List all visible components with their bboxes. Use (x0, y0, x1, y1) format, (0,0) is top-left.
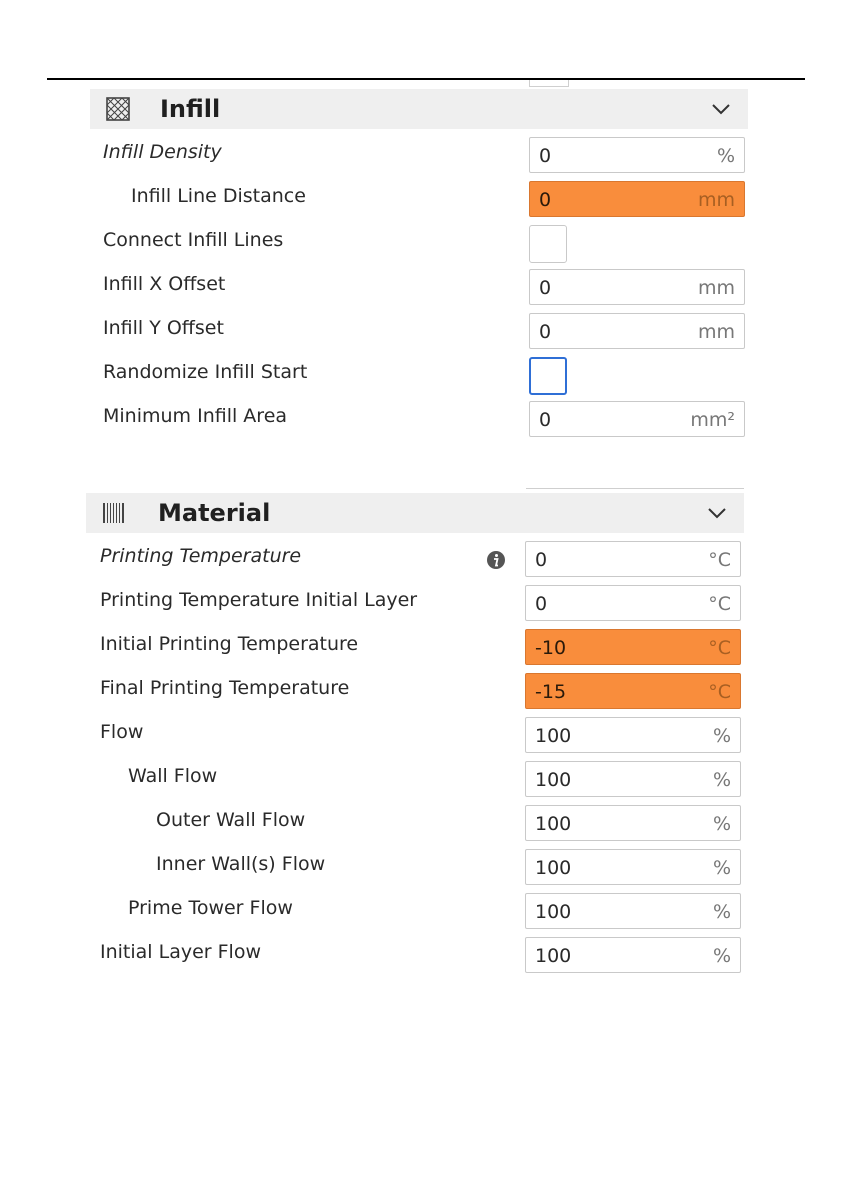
field-value: 0 (539, 277, 552, 299)
setting-label: Inner Wall(s) Flow (156, 853, 326, 875)
field-value: 100 (535, 813, 572, 835)
top-rule (47, 78, 805, 80)
field-unit: % (712, 813, 731, 835)
field-unit: % (712, 945, 731, 967)
field-value: 0 (539, 189, 552, 211)
connect-infill-lines-checkbox[interactable] (529, 225, 567, 263)
setting-label: Initial Layer Flow (100, 941, 261, 963)
field-unit: °C (708, 681, 731, 703)
minimum-infill-area-input[interactable] (529, 401, 745, 437)
infill-line-distance-input[interactable] (529, 181, 745, 217)
prime-tower-flow-input[interactable] (525, 893, 741, 929)
field-value: 100 (535, 857, 572, 879)
setting-row-randomize-infill-start (90, 354, 750, 398)
setting-row-inner-wall-flow (86, 846, 746, 890)
field-value: -15 (535, 681, 567, 703)
setting-row-prime-tower-flow (86, 890, 746, 934)
chevron-down-icon[interactable] (706, 503, 728, 523)
setting-row-final-printing-temperature (86, 670, 746, 714)
field-unit: mm (697, 277, 735, 299)
field-value: 0 (539, 409, 552, 431)
setting-label: Printing Temperature Initial Layer (100, 589, 418, 611)
printing-temperature-initial-layer-input[interactable] (525, 585, 741, 621)
setting-row-infill-x-offset (90, 266, 750, 310)
setting-row-initial-layer-flow (86, 934, 746, 978)
setting-label: Prime Tower Flow (128, 897, 293, 919)
field-value: 100 (535, 901, 572, 923)
flow-input[interactable] (525, 717, 741, 753)
field-unit: mm (697, 189, 735, 211)
outer-wall-flow-input[interactable] (525, 805, 741, 841)
infill-y-offset-input[interactable] (529, 313, 745, 349)
setting-row-printing-temperature-initial-layer (86, 582, 746, 626)
material-section-title: Material (158, 499, 271, 527)
initial-printing-temperature-input[interactable] (525, 629, 741, 665)
field-value: 0 (539, 145, 552, 167)
setting-row-infill-line-distance (90, 178, 750, 222)
field-value: 100 (535, 769, 572, 791)
setting-row-flow (86, 714, 746, 758)
setting-label: Randomize Infill Start (103, 361, 308, 383)
infill-x-offset-input[interactable] (529, 269, 745, 305)
field-unit: °C (708, 549, 731, 571)
material-section-header[interactable] (86, 493, 744, 533)
setting-label: Infill Density (103, 141, 222, 163)
setting-label: Initial Printing Temperature (100, 633, 359, 655)
field-unit: % (712, 769, 731, 791)
material-section (86, 493, 746, 983)
infill-density-input[interactable] (529, 137, 745, 173)
setting-row-connect-infill-lines (90, 222, 750, 266)
field-unit: % (712, 725, 731, 747)
setting-row-infill-y-offset (90, 310, 750, 354)
setting-row-outer-wall-flow (86, 802, 746, 846)
chevron-down-icon[interactable] (710, 99, 732, 119)
field-unit: °C (708, 593, 731, 615)
setting-row-printing-temperature (86, 538, 746, 582)
field-value: -10 (535, 637, 567, 659)
infill-section-title: Infill (160, 95, 221, 123)
printing-temperature-input[interactable] (525, 541, 741, 577)
setting-row-initial-printing-temperature (86, 626, 746, 670)
setting-label: Minimum Infill Area (103, 405, 288, 427)
setting-label: Flow (100, 721, 144, 743)
field-unit: °C (708, 637, 731, 659)
field-value: 0 (539, 321, 552, 343)
section-divider-stub (526, 488, 744, 489)
field-unit: mm² (690, 409, 735, 431)
initial-layer-flow-input[interactable] (525, 937, 741, 973)
setting-label: Infill Y Offset (103, 317, 224, 339)
setting-row-minimum-infill-area (90, 398, 750, 442)
spool-icon (102, 501, 126, 525)
inner-wall-flow-input[interactable] (525, 849, 741, 885)
infill-pattern-icon (106, 97, 130, 121)
setting-label: Outer Wall Flow (156, 809, 306, 831)
wall-flow-input[interactable] (525, 761, 741, 797)
field-value: 100 (535, 725, 572, 747)
setting-label: Connect Infill Lines (103, 229, 284, 251)
field-value: 0 (535, 549, 548, 571)
field-value: 0 (535, 593, 548, 615)
randomize-infill-start-checkbox[interactable] (529, 357, 567, 395)
info-icon[interactable] (486, 550, 506, 570)
setting-label: Printing Temperature (100, 545, 302, 567)
field-unit: % (712, 901, 731, 923)
infill-section (90, 89, 750, 449)
setting-label: Infill X Offset (103, 273, 226, 295)
setting-label: Infill Line Distance (131, 185, 306, 207)
setting-label: Wall Flow (128, 765, 218, 787)
final-printing-temperature-input[interactable] (525, 673, 741, 709)
infill-section-header[interactable] (90, 89, 748, 129)
setting-label: Final Printing Temperature (100, 677, 350, 699)
setting-row-wall-flow (86, 758, 746, 802)
field-unit: % (716, 145, 735, 167)
field-unit: % (712, 857, 731, 879)
setting-row-infill-density (90, 134, 750, 178)
field-value: 100 (535, 945, 572, 967)
previous-field-stub (529, 80, 569, 87)
field-unit: mm (697, 321, 735, 343)
